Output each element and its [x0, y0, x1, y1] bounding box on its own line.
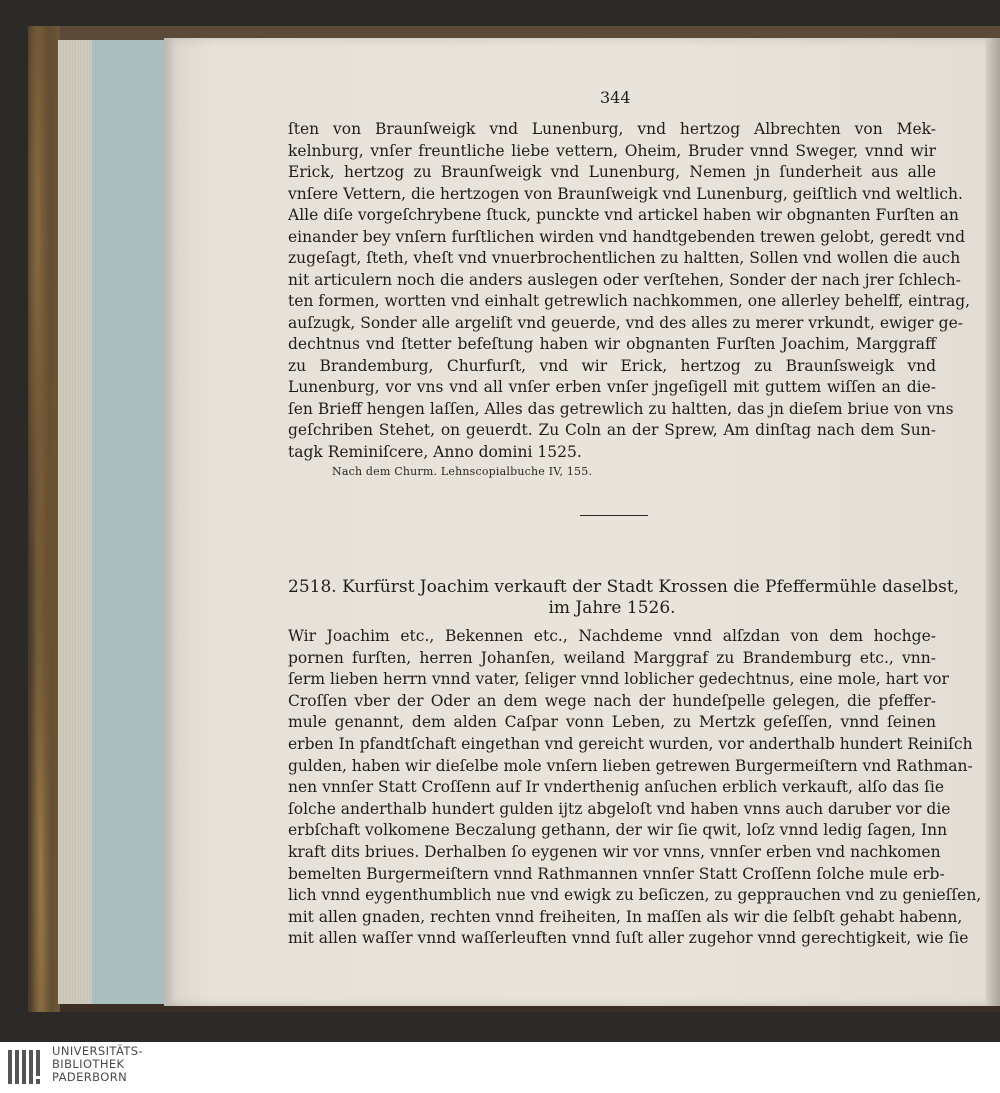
library-logo-line2: BIBLIOTHEK [52, 1057, 125, 1071]
text-line: geſchriben Stehet, on geuerdt. Zu Coln an der Sprew, Am dinſtag nach dem Sun- [288, 421, 936, 439]
library-logo-icon [6, 1046, 46, 1088]
text-line: erbſchaft volkomene Beczalung gethann, der wir ſie qwit, loſz vnnd ledig ſagen, Inn [288, 821, 948, 840]
text-line: zu Brandemburg, Churfurſt, vnd wir Erick, hertzog zu Braunſsweigk vnd [288, 356, 936, 375]
library-logo-line1: UNIVERSITÄTS- [52, 1044, 144, 1058]
page-edges-tinted [92, 40, 164, 1004]
text-line: ten formen, wortten vnd einhalt getrewlich nachkommen, one allerley behelff, eintrag, [288, 292, 971, 310]
text-line: einander bey vnſern furſtlichen wirden vnd handtgebenden trewen gelobt, geredt vnd [288, 227, 965, 246]
text-line: Alle diſe vorgeſchrybene ſtuck, punckte vnd artickel haben wir obgnanten Furſten an [288, 206, 959, 224]
text-line: mule genannt, dem alden Caſpar vonn Leben, zu Mertzk geſeſſen, vnnd ſeinen [288, 713, 936, 732]
library-footer [0, 1042, 1000, 1093]
text-line: auſzugk, Sonder alle argeliſt vnd geuerde, vnd des alles zu merer vrkundt, ewiger ge- [288, 313, 963, 332]
text-line: lich vnnd eygenthumblich nue vnd ewigk zu beſiczen, zu gepprauchen vnd zu genieſſen, [288, 886, 982, 905]
text-line: Wir Joachim etc., Bekennen etc., Nachdeme vnnd alſzdan von dem hochge- [288, 627, 936, 645]
text-line: ſen Brieff hengen laſſen, Alles das getrewlich zu haltten, das jn dieſem briue von vns [288, 399, 954, 418]
text-line: kelnburg, vnſer freuntliche liebe vettern, Oheim, Bruder vnnd Sweger, vnnd wir [288, 141, 936, 160]
text-line: Croſſen vber der Oder an dem wege nach der hundeſpelle gelegen, die pfeffer- [288, 691, 936, 710]
text-line: tagk Reminiſcere, Anno domini 1525. [288, 442, 582, 461]
text-line: mit allen waſſer vnnd waſſerleuften vnnd ſuſt aller zugehor vnnd gerechtigkeit, wie ſie [288, 929, 969, 948]
text-line: dechtnus vnd ſtetter befeſtung haben wir obgnanten Furſten Joachim, Marggraff [288, 335, 936, 353]
text-line: erben In pfandtſchaft eingethan vnd gereicht wurden, vor anderthalb hundert Reiniſch [288, 735, 973, 753]
text-line: zugeſagt, ſteth, vheſt vnd vnuerbrochentlichen zu haltten, Sollen vnd wollen die auch [288, 249, 961, 267]
text-line: ſerm lieben herrn vnnd vater, ſeliger vnnd loblicher gedechtnus, eine mole, hart vor [288, 670, 949, 689]
text-line: ſten von Braunſweigk vnd Lunenburg, vnd hertzog Albrechten von Mek- [288, 120, 936, 138]
text-line: nit articulern noch die anders auslegen oder verſtehen, Sonder der nach jrer ſchlech- [288, 270, 961, 289]
text-line: ſolche anderthalb hundert gulden ijtz abgeloſt vnd haben vnns auch daruber vor die [288, 799, 951, 818]
text-line: Lunenburg, vor vns vnd all vnſer erben vnſer jngeſigell mit guttem wiſſen an die- [288, 378, 936, 396]
text-line: kraft dits briues. Derhalben ſo eygenen wir vor vnns, vnnſer erben vnd nachkomen [288, 843, 941, 861]
text-line: gulden, haben wir dieſelbe mole vnſern lieben getrewen Burgermeiſtern vnd Rathman- [288, 756, 973, 775]
section-heading: 2518. Kurfürst Joachim verkauft der Stadt Krossen die Pfeffermühle daselbst, [288, 577, 960, 597]
marbled-cover [28, 26, 60, 1012]
page-number: 344 [600, 88, 631, 107]
text-line: Erick, hertzog zu Braunſweigk vnd Lunenburg, Nemen jn ſunderheit aus alle [288, 163, 936, 181]
text-line: pornen furſten, herren Johanſen, weiland Marggraf zu Brandemburg etc., vnn- [288, 648, 936, 667]
page-right-edge [986, 38, 1000, 1006]
section-divider [580, 515, 648, 516]
library-logo-line3: PADERBORN [52, 1070, 128, 1084]
text-line: vnſere Vettern, die hertzogen von Braunſweigk vnd Lunenburg, geiſtlich vnd weltlich. [288, 184, 963, 203]
library-logo-text [52, 1045, 143, 1084]
text-line: bemelten Burgermeiſtern vnnd Rathmannen vnnſer Statt Croſſenn ſolche mule erb- [288, 864, 945, 883]
source-citation: Nach dem Churm. Lehnscopialbuche IV, 155. [332, 465, 593, 478]
text-line: mit allen gnaden, rechten vnnd freiheiten, In maſſen als wir die ſelbſt gehabt habenn, [288, 907, 963, 926]
text-line: nen vnnſer Statt Croſſenn auf Ir vnderthenig anſuchen erblich verkauft, alſo das ſie [288, 778, 944, 797]
section-heading-year: im Jahre 1526. [548, 598, 676, 618]
